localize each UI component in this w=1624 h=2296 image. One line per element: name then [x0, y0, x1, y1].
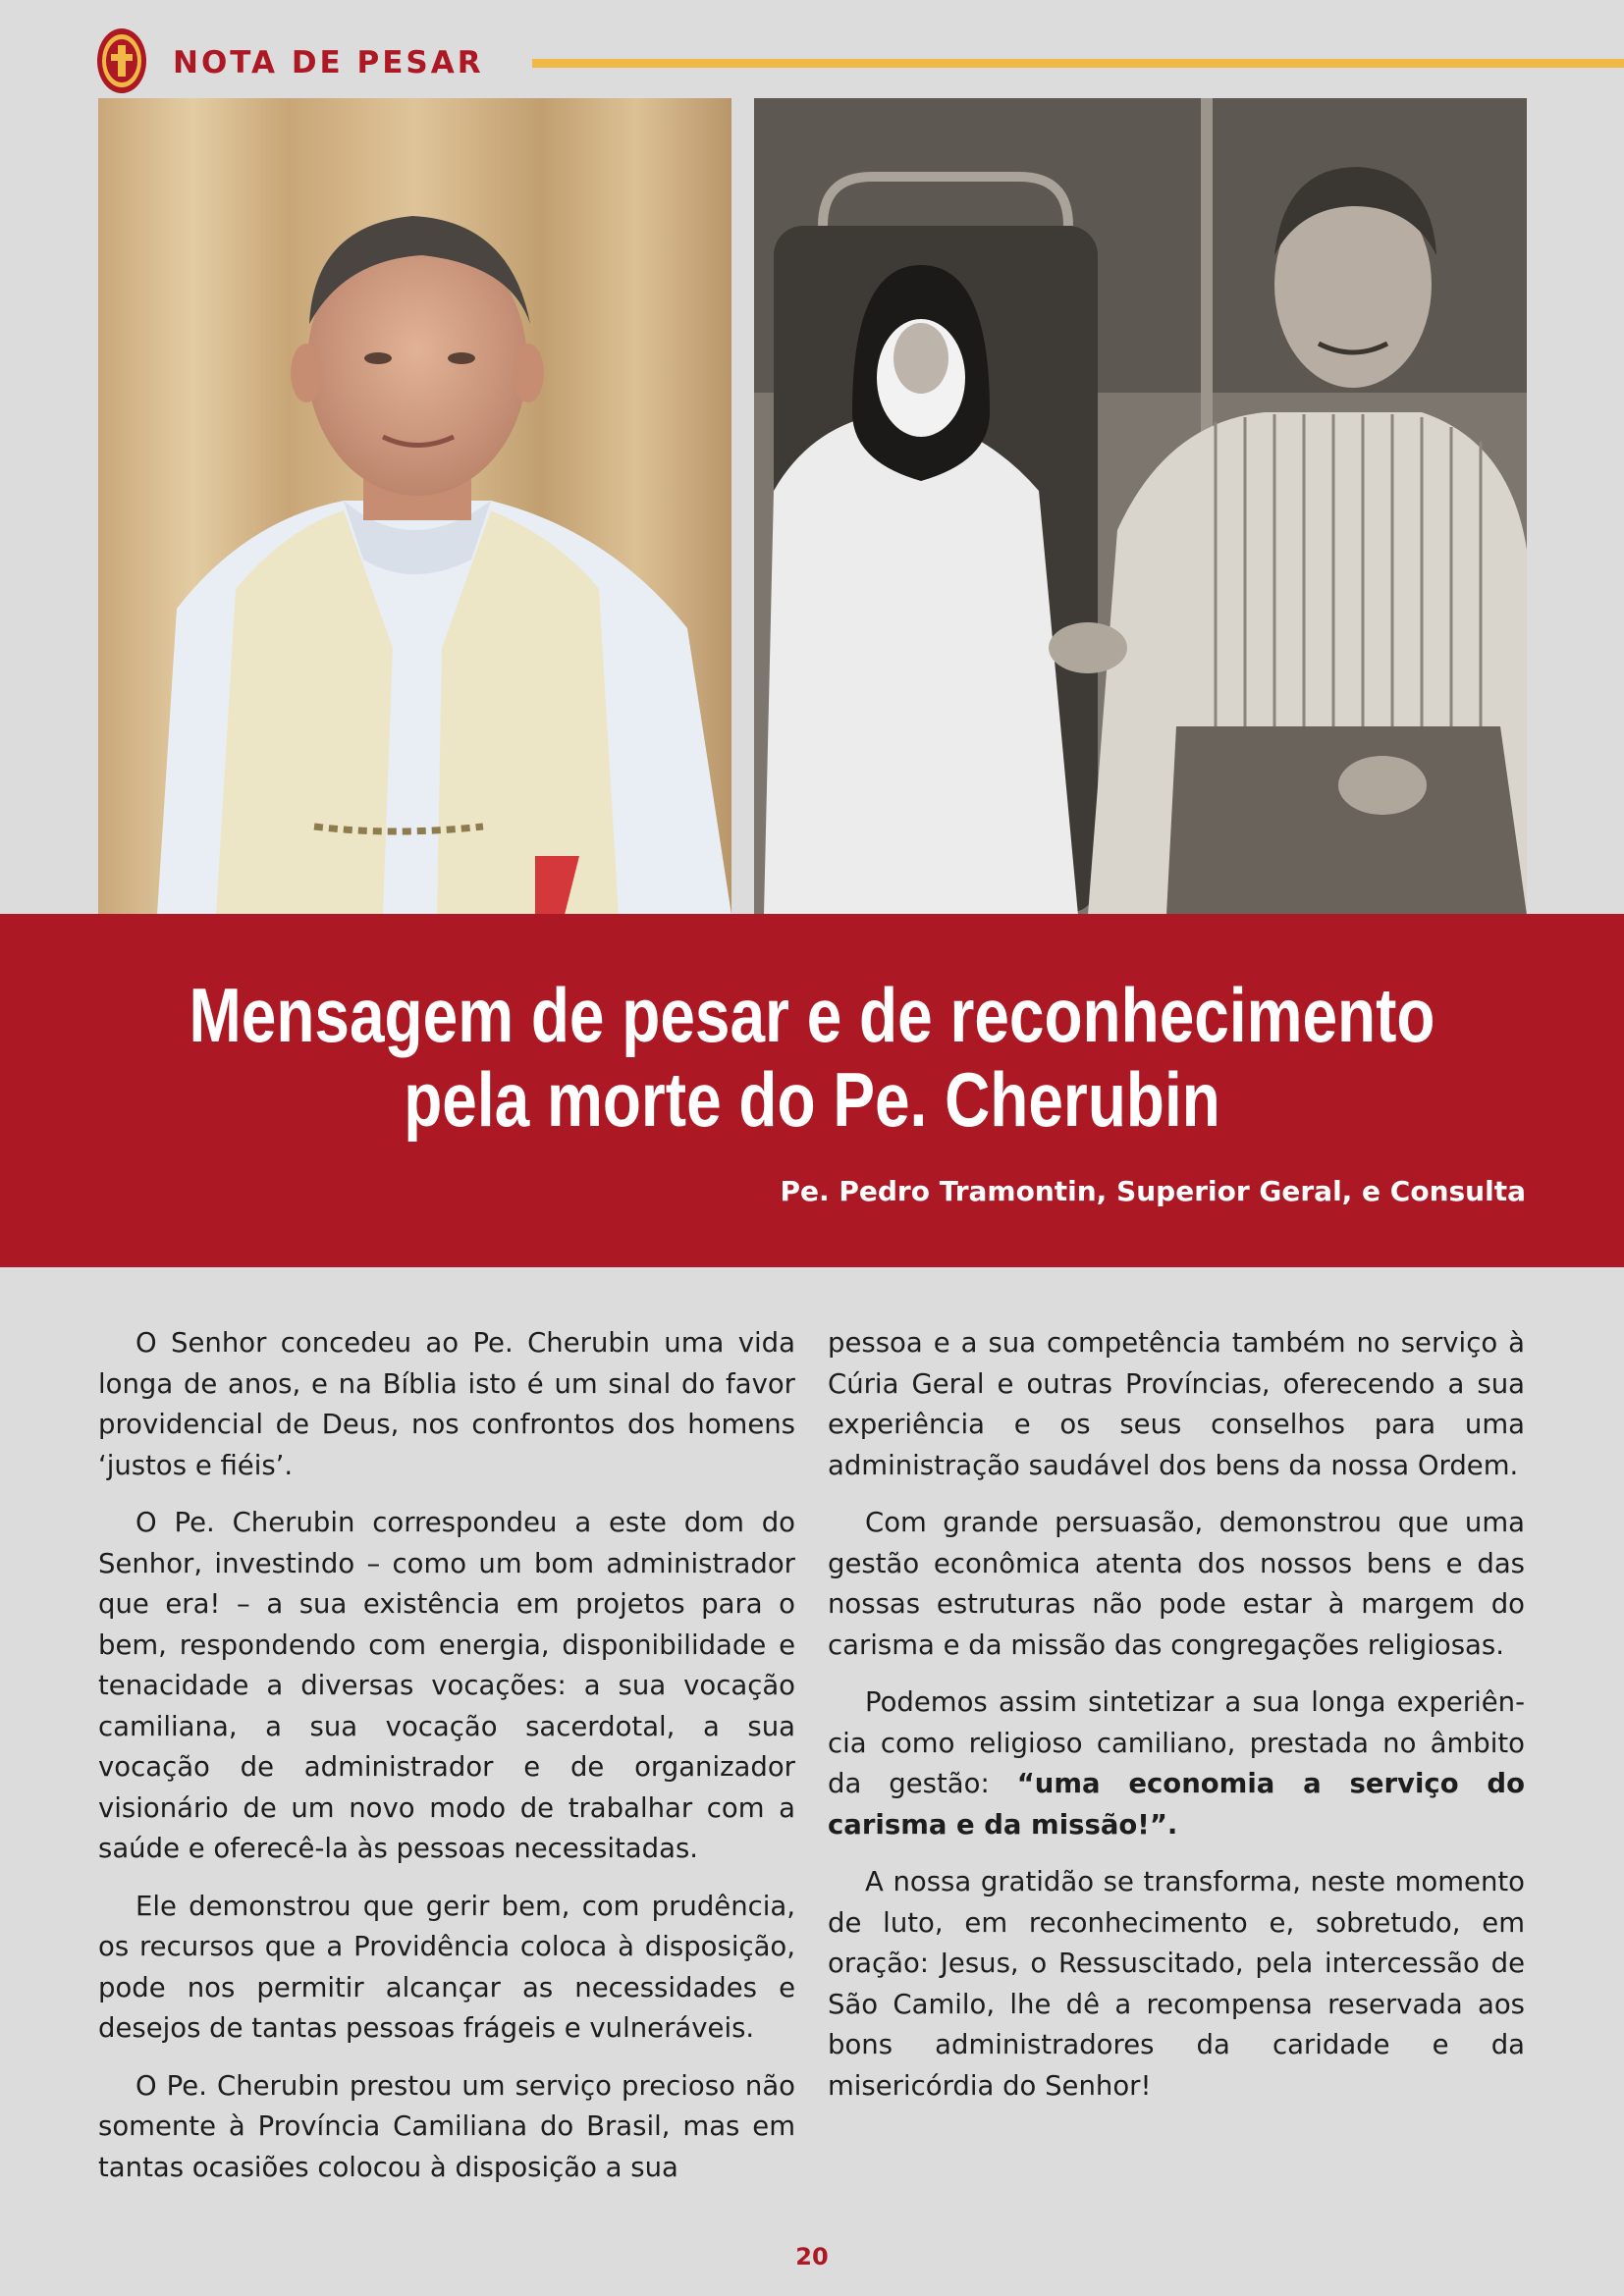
camillian-cross-logo-icon [96, 26, 147, 96]
article-author: Pe. Pedro Tramontin, Superior Geral, e Consulta [780, 1175, 1526, 1207]
body-paragraph-continued: pessoa e a sua competência também no serviço à Cúria Geral e outras Províncias, oferecendo a sua experiência e os seus conselhos para uma administração saudável dos bens da nossa Ordem. [828, 1327, 1525, 1481]
body-paragraph: O Pe. Cherubin correspondeu a este dom do Senhor, investindo – como um bom administrador que era! – a sua existência em projetos para o bem, respondendo com energia, disponibilidade e tenacidade a diversas vocações: a sua vocação camiliana, a sua vocação sacerdotal, a sua vocação de administrador e de organizador visionário de um novo modo de trabalhar com a saúde e oferecê-la às pessoas necessitadas. [98, 1507, 795, 1864]
body-column-right [828, 1323, 1525, 2123]
highlighted-quote: “uma economia a serviço do carisma e da missão!”. [828, 1768, 1525, 1841]
article-title-line-1: Mensagem de pesar e de reconhecimento [189, 972, 1435, 1058]
article-title [146, 973, 1478, 1142]
article-title-line-2: pela morte do Pe. Cherubin [404, 1056, 1220, 1143]
body-paragraph-text: Podemos assim sintetizar a sua longa experiên-cia como religioso camiliano, prestada no âmbito da gestão: [828, 1686, 1525, 1799]
body-paragraph: Ele demonstrou que gerir bem, com prudência, os recursos que a Providência coloca à disposição, pode nos permitir alcançar as necessidades e desejos de tantas pessoas frágeis e vulneráveis. [98, 1890, 795, 2044]
body-paragraph: O Senhor concedeu ao Pe. Cherubin uma vida longa de anos, e na Bíblia isto é um sinal do favor providencial de Deus, nos confrontos dos homens ‘justos e fiéis’. [98, 1327, 795, 1481]
page-number: 20 [795, 2243, 829, 2270]
title-banner [0, 914, 1624, 1267]
body-paragraph-with-quote [828, 1682, 1525, 1845]
header-rule [532, 59, 1624, 68]
body-paragraph: A nossa gratidão se transforma, neste momento de luto, em reconhecimento e, sobretudo, em oração: Jesus, o Ressuscitado, pela intercessão de São Camilo, lhe dê a recompensa reservada aos bons administradores da caridade e da misericórdia do Senhor! [828, 1866, 1525, 2102]
photo-nun-and-priest-bw [754, 98, 1527, 915]
photo-priest-portrait [98, 98, 731, 915]
body-column-left [98, 1323, 795, 2205]
section-label: NOTA DE PESAR [173, 45, 484, 80]
body-paragraph: Com grande persuasão, demonstrou que uma gestão econômica atenta dos nossos bens e das nossas estruturas não pode estar à margem do carisma e da missão das congregações religiosas. [828, 1507, 1525, 1661]
page-header [96, 26, 1624, 100]
body-paragraph: O Pe. Cherubin prestou um serviço precioso não somente à Província Camiliana do Brasil, mas em tantas ocasiões colocou à disposição a sua [98, 2069, 795, 2183]
